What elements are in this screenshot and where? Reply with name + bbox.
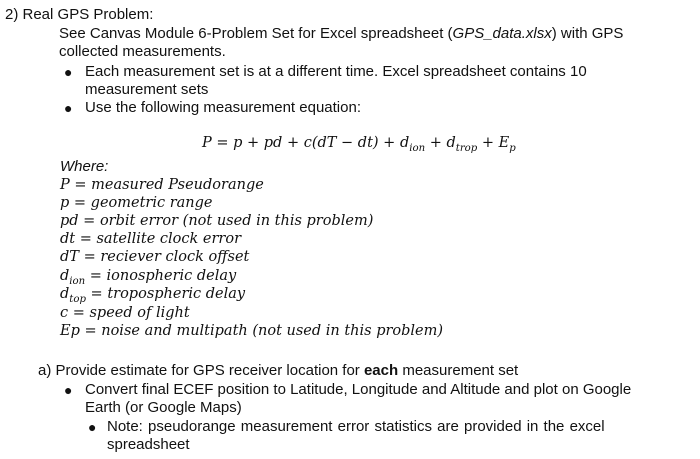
definition-row: dt = satellite clock error: [60, 231, 242, 247]
where-label: Where:: [60, 158, 109, 175]
part-a-bold: each: [363, 362, 399, 379]
bullet-dot: ●: [64, 100, 73, 116]
part-a-bullet-line-1: Convert final ECEF position to Latitude, Longitude and Altitude and plot on Google: [85, 381, 632, 398]
problem-heading: 2) Real GPS Problem:: [5, 6, 154, 23]
part-a-bullet-line-2: Earth (or Google Maps): [85, 399, 242, 416]
equation-lhs: P = p + pd + c(dT − dt) + d: [202, 135, 410, 151]
part-a-text: a) Provide estimate for GPS receiver location for: [38, 362, 364, 379]
intro-line-1: [59, 25, 623, 43]
measurement-equation: [202, 134, 516, 152]
bullet-dot: ●: [64, 382, 73, 398]
equation-rhs: + E: [477, 135, 510, 151]
intro-text: See Canvas Module 6-Problem Set for Excel spreadsheet (: [59, 25, 453, 42]
equation-sub-p: p: [509, 143, 516, 154]
bullet-2-line-1: Use the following measurement equation:: [85, 99, 361, 116]
part-a-label: [38, 362, 518, 380]
equation-sub-ion: ion: [409, 143, 426, 154]
intro-line-2: collected measurements.: [59, 43, 226, 60]
intro-text-end: ) with GPS: [551, 25, 624, 42]
sub-bullet-line-1: Note: pseudorange measurement error statistics are provided in the excel: [107, 418, 605, 435]
part-a-text-end: measurement set: [398, 362, 519, 379]
sub-bullet-dot: ●: [88, 419, 97, 435]
definition-row: Ep = noise and multipath (not used in this problem): [60, 323, 444, 339]
sub-bullet-line-2: spreadsheet: [107, 436, 190, 453]
bullet-1-line-1: Each measurement set is at a different time. Excel spreadsheet contains 10: [85, 63, 587, 80]
equation-sub-trop: trop: [455, 143, 478, 154]
file-name: GPS_data.xlsx: [452, 25, 552, 42]
definition-row: $d_{ion}$ = ionospheric delay: [60, 268, 237, 287]
definition-row: p = geometric range: [60, 195, 213, 211]
bullet-dot: ●: [64, 64, 73, 80]
definition-row: $d_{top}$ = tropospheric delay: [60, 286, 246, 305]
equation-mid: + d: [425, 135, 456, 151]
definition-row: P = measured Pseudorange: [60, 177, 264, 193]
definition-row: pd = orbit error (not used in this problem): [60, 213, 374, 229]
definition-row: c = speed of light: [60, 305, 190, 321]
definition-row: dT = reciever clock offset: [60, 249, 250, 265]
bullet-1-line-2: measurement sets: [85, 81, 209, 98]
